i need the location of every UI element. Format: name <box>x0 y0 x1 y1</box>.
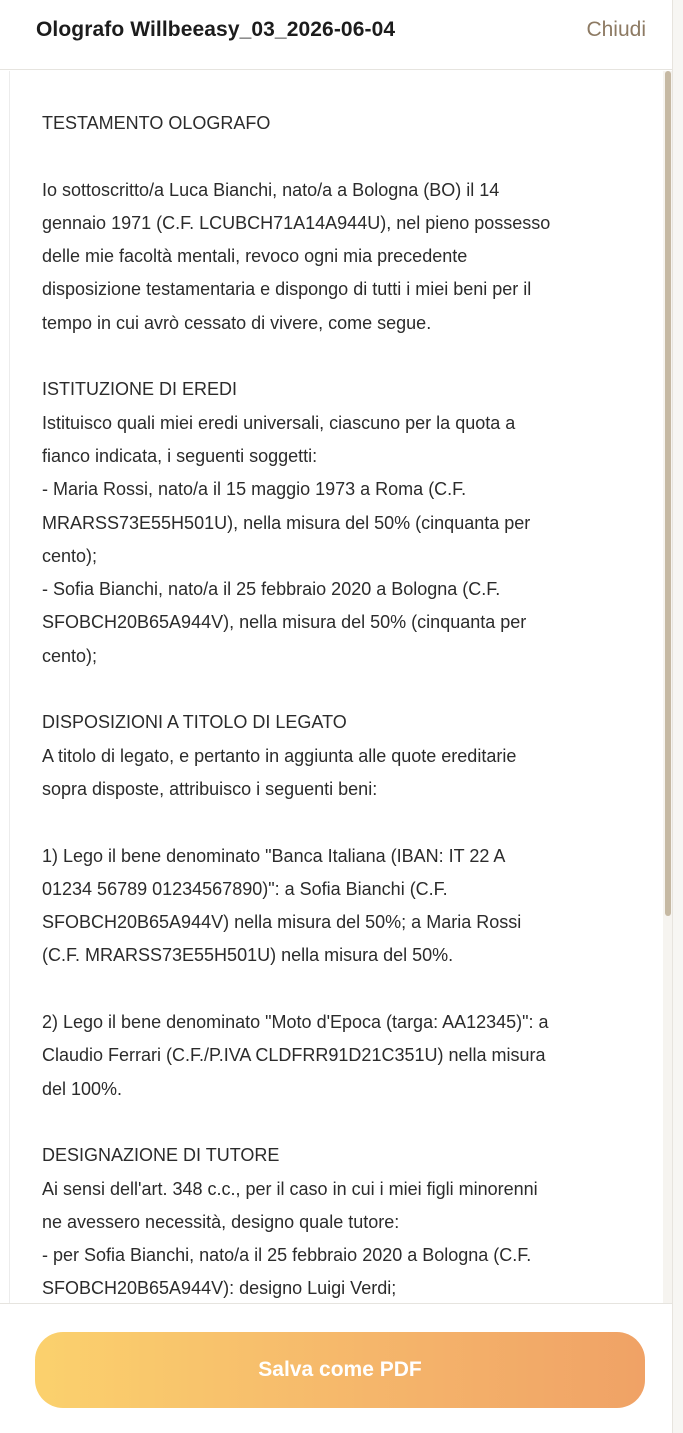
save-pdf-button[interactable]: Salva come PDF <box>35 1332 645 1408</box>
modal-footer <box>0 1303 672 1433</box>
scrollbar-thumb[interactable] <box>665 71 671 916</box>
will-document-text: TESTAMENTO OLOGRAFO Io sottoscritto/a Luca Bianchi, nato/a a Bologna (BO) il 14 gennaio 1971 (C.F. LCUBCH71A14A944U), nel pieno possesso delle mie facoltà mentali, revoco ogni mia precedente disposizione testamentaria e dispongo di tutti i miei beni per il tempo in cui avrò cessato di vivere, come segue. ISTITUZIONE DI EREDI Istituisco quali miei eredi universali, ciascuno per la quota a fianco indicata, i seguenti soggetti: - Maria Rossi, nato/a il 15 maggio 1973 a Roma (C.F. MRARSS73E55H501U), nella misura del 50% (cinquanta per cento); - Sofia Bianchi, nato/a il 25 febbraio 2020 a Bologna (C.F. SFOBCH20B65A944V), nella misura del 50% (cinquanta per cento); DISPOSIZIONI A TITOLO DI LEGATO A titolo di legato, e pertanto in aggiunta alle quote ereditarie sopra disposte, attribuisco i seguenti beni: 1) Lego il bene denominato "Banca Italiana (IBAN: IT 22 A 01234 56789 01234567890)": a Sofia Bianchi (C.F. SFOBCH20B65A944V) nella misura del 50%; a Maria Rossi (C.F. MRARSS73E55H501U) nella misura del 50%. 2) Lego il bene denominato "Moto d'Epoca (targa: AA12345)": a Claudio Ferrari (C.F./P.IVA CLDFRR91D21C351U) nella misura del 100%. DESIGNAZIONE DI TUTORE Ai sensi dell'art. 348 c.c., per il caso in cui i miei figli minorenni ne avessero necessità, designo quale tutore: - per Sofia Bianchi, nato/a il 25 febbraio 2020 a Bologna (C.F. SFOBCH20B65A944V): designo Luigi Verdi; <box>42 113 551 1299</box>
document-scroll-area[interactable] <box>9 71 672 1303</box>
page-edge <box>672 0 683 1433</box>
document-title: Olografo Willbeeasy_03_2026-06-04 <box>36 18 396 41</box>
close-button[interactable]: Chiudi <box>586 18 646 41</box>
scrollbar-track[interactable] <box>663 71 672 1303</box>
modal-header <box>0 0 672 70</box>
